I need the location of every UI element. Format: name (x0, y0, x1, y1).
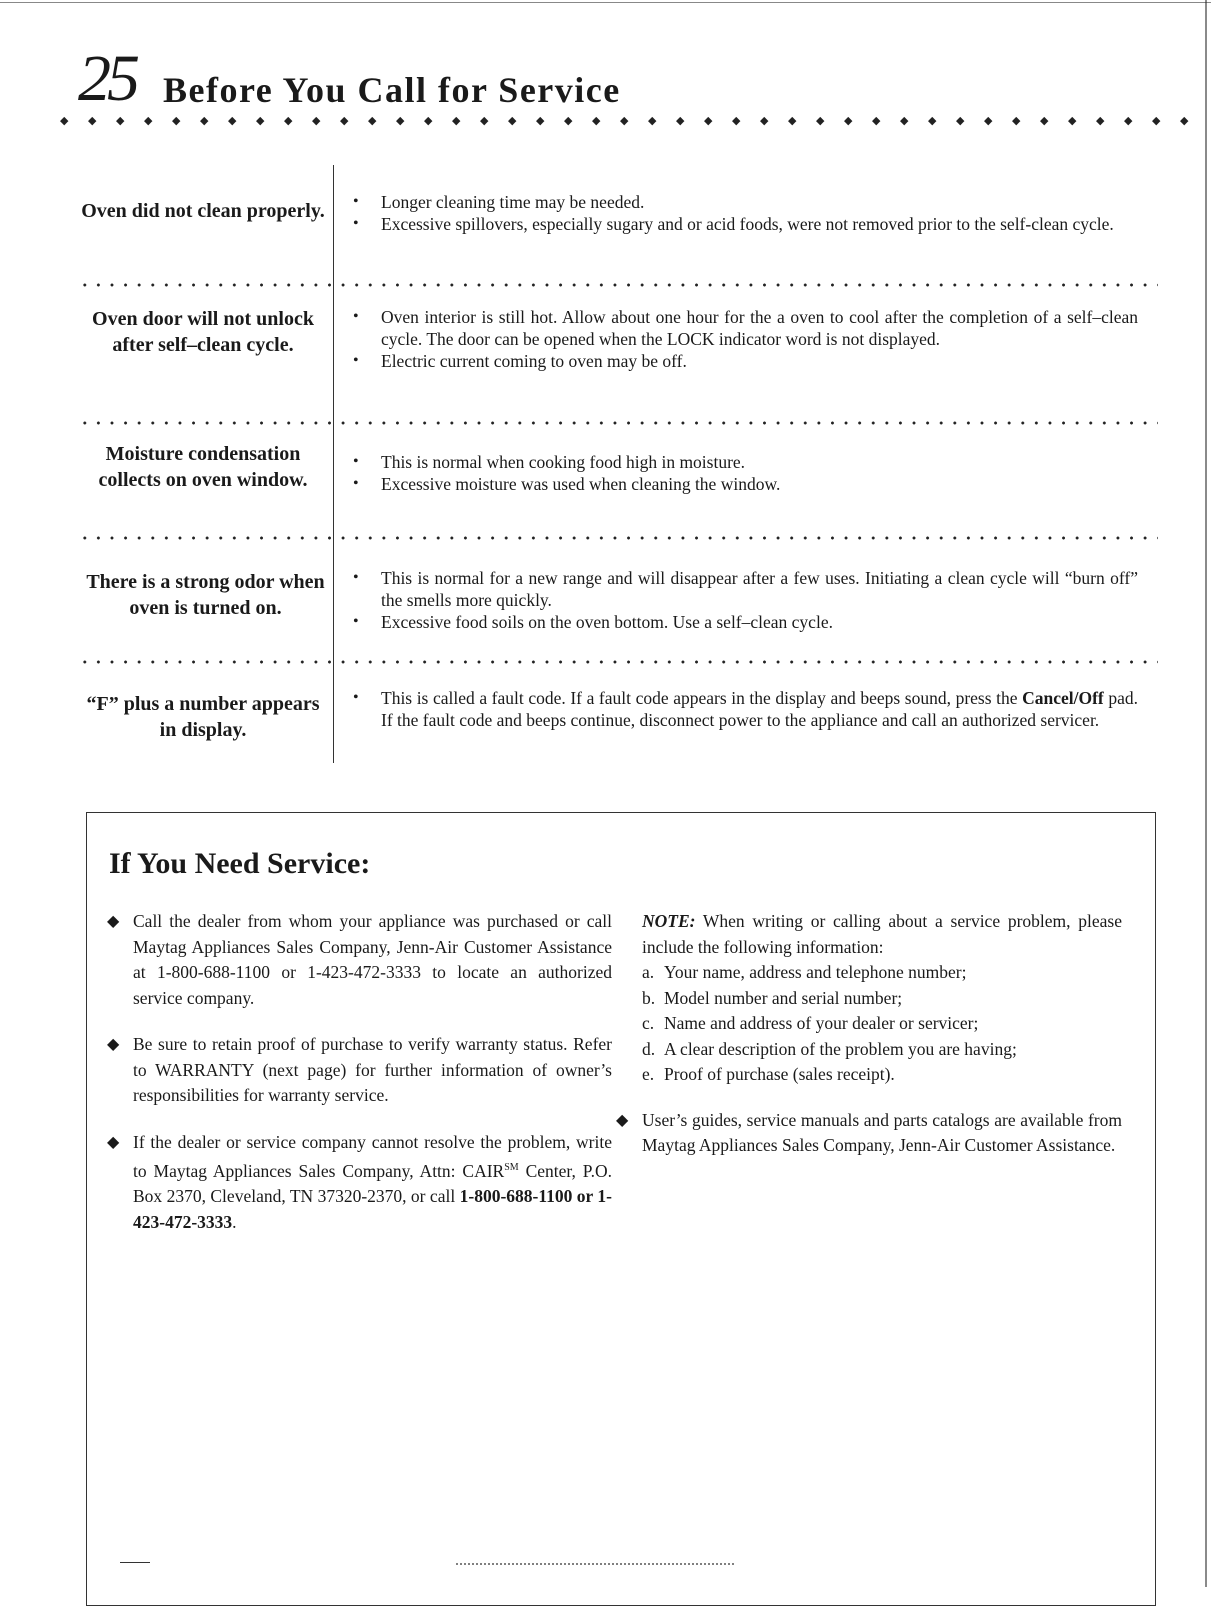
solution-item: • Excessive food soils on the oven bottom. Use a self–clean cycle. (353, 612, 833, 632)
dotted-separator (78, 421, 1158, 425)
diamond-ornament: ◆ (1096, 115, 1105, 127)
diamond-ornament: ◆ (844, 115, 853, 127)
note-item: a. Your name, address and telephone number; (642, 962, 967, 982)
dotted-separator (78, 660, 1158, 664)
diamond-ornament: ◆ (396, 115, 405, 127)
diamond-ornament: ◆ (536, 115, 545, 127)
page-bottom-mark (120, 1562, 150, 1563)
solution-item: • This is normal when cooking food high in moisture. (353, 452, 746, 472)
cancel-off-pad-label: Cancel/Off (1022, 688, 1104, 708)
phone-numbers: 1-800-688-1100 or 1-423-472-3333 (133, 1186, 613, 1232)
note-label: NOTE: (642, 911, 696, 931)
diamond-ornament: ◆ (256, 115, 265, 127)
diamond-ornament: ◆ (872, 115, 881, 127)
diamond-ornament: ◆ (368, 115, 377, 127)
problem-label: There is a strong odor when oven is turned on. (86, 571, 325, 619)
service-right-column (616, 909, 1122, 1180)
diamond-ornament: ◆ (60, 115, 69, 127)
diamond-ornament: ◆ (732, 115, 741, 127)
solution-item: • This is called a fault code. If a fault code appears in the display and beeps sound, press the Cancel/Off pad. If the fault code and beeps continue, disconnect power to the appliance and call an authorized servicer. (353, 688, 1138, 730)
note-block: NOTE: When writing or calling about a service problem, please include the following information: (642, 911, 1122, 957)
note-item: e. Proof of purchase (sales receipt). (642, 1064, 895, 1084)
note-item: c. Name and address of your dealer or servicer; (642, 1013, 979, 1033)
diamond-ornament: ◆ (704, 115, 713, 127)
service-info-box (86, 812, 1156, 1606)
service-left-column (107, 909, 612, 1256)
solution-item: • Excessive spillovers, especially sugary and or acid foods, were not removed prior to the self-clean cycle. (353, 214, 1114, 234)
problem-label: Moisture condensation collects on oven window. (98, 443, 308, 491)
bullet-icon: • (353, 215, 359, 232)
solution-list (353, 687, 1138, 731)
diamond-ornament: ◆ (760, 115, 769, 127)
solution-item: • This is normal for a new range and will disappear after a few uses. Initiating a clean cycle will “burn off” the smells more quickly. (353, 568, 1138, 610)
diamond-bullet-icon: ◆ (616, 1111, 629, 1129)
dotted-separator (78, 536, 1158, 540)
diamond-ornament: ◆ (788, 115, 797, 127)
diamond-ornament: ◆ (592, 115, 601, 127)
page-right-edge (1205, 0, 1207, 1587)
solution-item: • Electric current coming to oven may be off. (353, 351, 687, 371)
diamond-ornament: ◆ (676, 115, 685, 127)
diamond-bullet-icon: ◆ (107, 1036, 120, 1053)
problem-label: “F” plus a number appears in display. (86, 693, 320, 741)
page-header (78, 42, 1188, 115)
diamond-ornament: ◆ (480, 115, 489, 127)
note-item: d. A clear description of the problem you are having; (642, 1038, 1017, 1059)
service-item: ◆ Call the dealer from whom your appliance was purchased or call Maytag Appliances Sales Company, Jenn-Air Customer Assistance at 1-800-688-1100 or 1-423-472-3333 to locate an authorized service company. (107, 911, 612, 1008)
service-item: ◆ If the dealer or service company cannot resolve the problem, write to Maytag Appliances Sales Company, Attn: CAIR℠ Center, P.O. Box 2370, Cleveland, TN 37320-2370, or call 1-800-688-1100 or 1-423-472-3333. (107, 1131, 613, 1232)
solution-list (353, 306, 1138, 372)
diamond-ornament: ◆ (452, 115, 461, 127)
solution-item: • Oven interior is still hot. Allow about one hour for the a oven to cool after the completion of a self–clean cycle. The door can be opened when the LOCK indicator word is not displayed. (353, 307, 1138, 349)
diamond-ornament: ◆ (956, 115, 965, 127)
bullet-icon: • (353, 613, 359, 630)
diamond-ornament: ◆ (284, 115, 293, 127)
troubleshooting-table (78, 165, 1158, 765)
page-bottom-dots (455, 1563, 735, 1565)
column-divider (333, 165, 334, 763)
problem-label: Oven door will not unlock after self–clean cycle. (92, 308, 314, 356)
bullet-icon: • (353, 453, 359, 470)
page-title: Before You Call for Service (163, 70, 621, 110)
diamond-ornament: ◆ (508, 115, 517, 127)
diamond-ornament: ◆ (200, 115, 209, 127)
diamond-ornament: ◆ (340, 115, 349, 127)
problem-label: Oven did not clean properly. (81, 200, 325, 222)
bullet-icon: • (353, 689, 359, 706)
solution-list (353, 567, 1138, 633)
page-top-edge (0, 2, 1211, 3)
solution-item: • Excessive moisture was used when cleaning the window. (353, 474, 781, 494)
diamond-ornament: ◆ (984, 115, 993, 127)
bullet-icon: • (353, 352, 359, 369)
diamond-ornament: ◆ (144, 115, 153, 127)
bullet-icon: • (353, 569, 359, 586)
diamond-ornament: ◆ (816, 115, 825, 127)
solution-list (353, 191, 1138, 235)
diamond-ornament: ◆ (172, 115, 181, 127)
diamond-ornament: ◆ (424, 115, 433, 127)
diamond-ornament: ◆ (1040, 115, 1049, 127)
diamond-divider (60, 113, 1190, 129)
diamond-ornament: ◆ (1012, 115, 1021, 127)
diamond-bullet-icon: ◆ (107, 913, 120, 930)
diamond-ornament: ◆ (312, 115, 321, 127)
diamond-ornament: ◆ (900, 115, 909, 127)
bullet-icon: • (353, 475, 359, 492)
diamond-ornament: ◆ (1152, 115, 1161, 127)
diamond-ornament: ◆ (928, 115, 937, 127)
bullet-icon: • (353, 308, 359, 325)
page-number: 25 (78, 42, 136, 115)
diamond-ornament: ◆ (116, 115, 125, 127)
service-item: ◆ Be sure to retain proof of purchase to verify warranty status. Refer to WARRANTY (next page) for further information of owner’s responsibilities for warranty service. (107, 1034, 612, 1105)
diamond-ornament: ◆ (620, 115, 629, 127)
note-list (642, 960, 1122, 1088)
diamond-ornament: ◆ (228, 115, 237, 127)
diamond-ornament: ◆ (1124, 115, 1133, 127)
service-heading: If You Need Service: (109, 847, 371, 880)
diamond-ornament: ◆ (648, 115, 657, 127)
diamond-ornament: ◆ (1068, 115, 1077, 127)
diamond-bullet-icon: ◆ (107, 1133, 120, 1151)
note-item: b. Model number and serial number; (642, 987, 903, 1008)
service-item: ◆ User’s guides, service manuals and parts catalogs are available from Maytag Appliances Sales Company, Jenn-Air Customer Assistance. (616, 1109, 1122, 1155)
solution-list (353, 451, 1138, 495)
diamond-ornament: ◆ (564, 115, 573, 127)
diamond-ornament: ◆ (88, 115, 97, 127)
bullet-icon: • (353, 193, 359, 210)
solution-item: • Longer cleaning time may be needed. (353, 192, 645, 212)
dotted-separator (78, 283, 1158, 287)
diamond-ornament: ◆ (1180, 115, 1189, 127)
